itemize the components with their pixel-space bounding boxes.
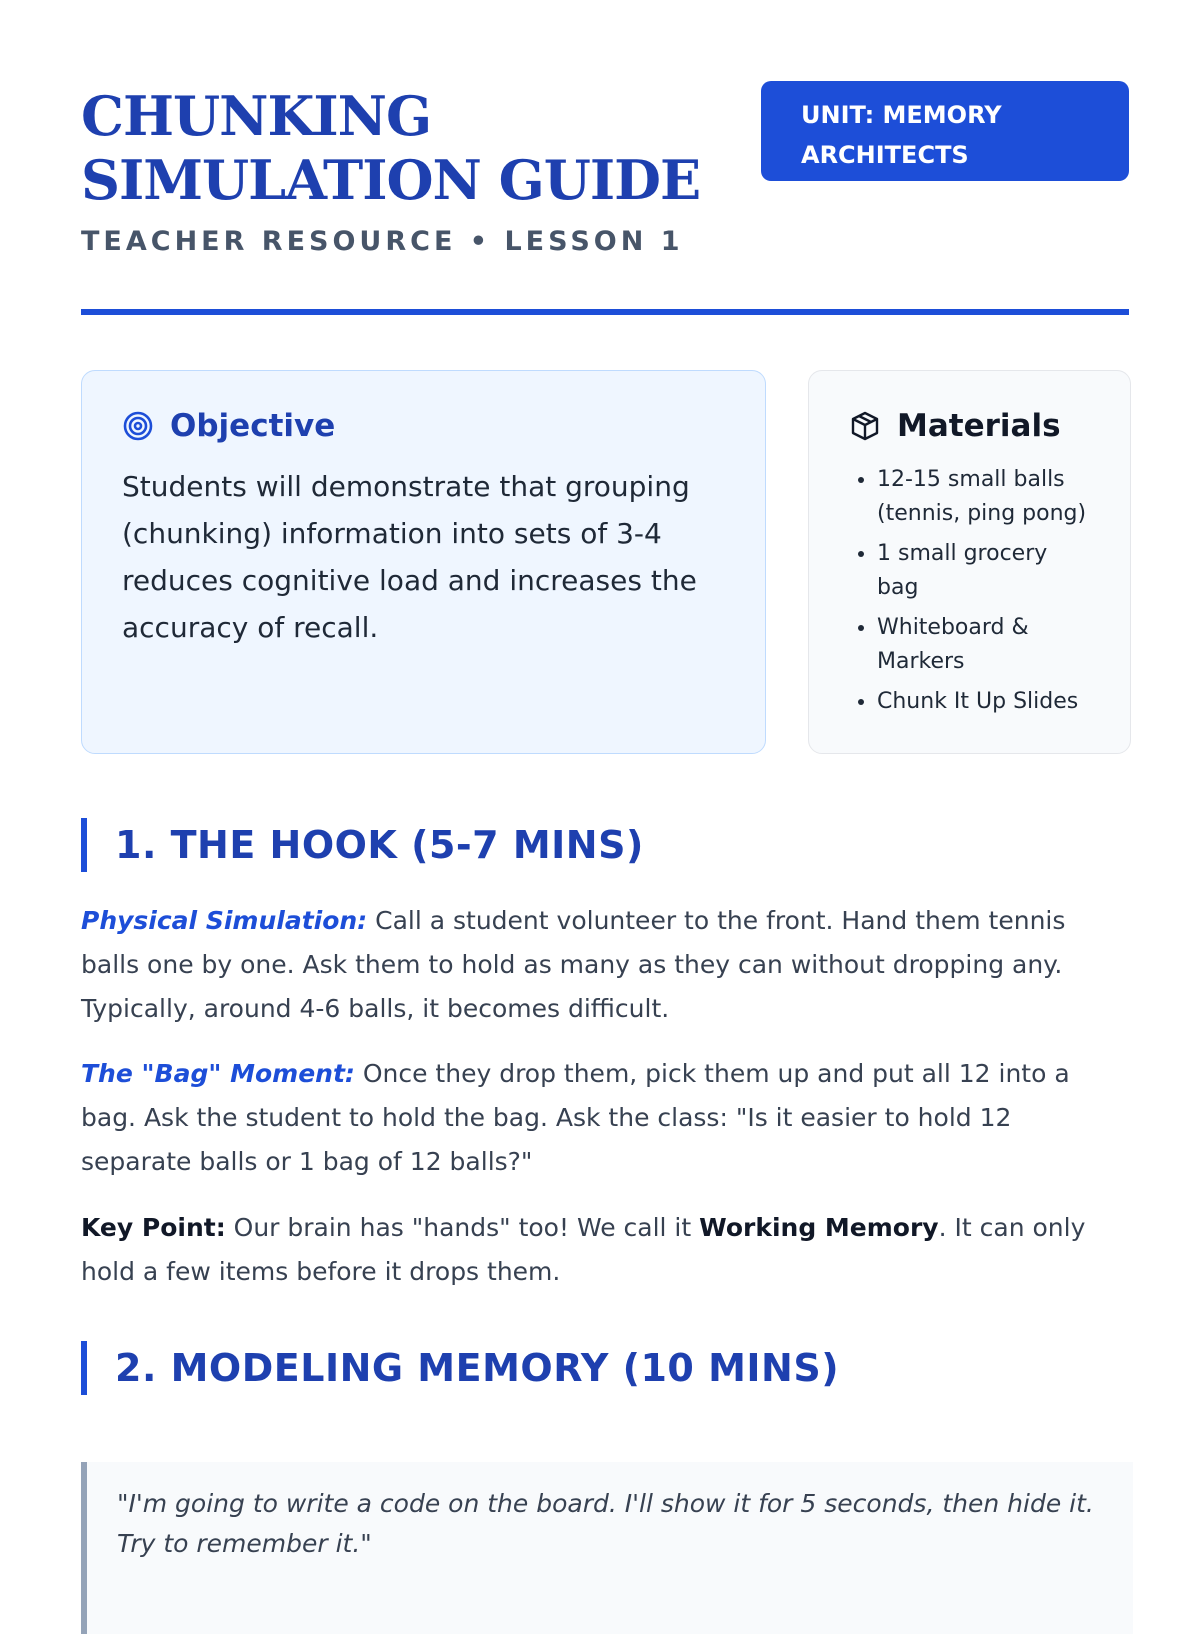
materials-list <box>849 463 1090 719</box>
page-title: CHUNKING SIMULATION GUIDE <box>81 84 701 212</box>
materials-item: • Chunk It Up Slides <box>877 685 1090 719</box>
header-divider <box>81 309 1129 315</box>
materials-item: • 12-15 small balls (tennis, ping pong) <box>877 463 1090 531</box>
section-heading-modeling: 2. MODELING MEMORY (10 MINS) <box>81 1341 839 1395</box>
unit-badge: UNIT: MEMORY ARCHITECTS <box>761 81 1129 181</box>
paragraph-text: Once they drop them, pick them up and put all 12 into a bag. Ask the student to hold the bag. Ask the class: "Is it easier to hold 12 separate balls or 1 bag of 12 balls?" <box>81 1059 1070 1176</box>
materials-item: • Whiteboard & Markers <box>877 611 1090 679</box>
hook-paragraph-bag <box>81 1052 1129 1184</box>
paragraph-lead: Physical Simulation: <box>81 906 368 935</box>
box-icon <box>849 410 881 442</box>
paragraph-text: . It can only hold a few items before it drops them. <box>81 1213 1086 1286</box>
page-subtitle: TEACHER RESOURCE • LESSON 1 <box>81 226 684 257</box>
paragraph-lead: The "Bag" Moment: <box>81 1059 355 1088</box>
paragraph-text: Our brain has "hands" too! We call it <box>225 1213 700 1242</box>
objective-card <box>81 370 766 754</box>
paragraph-text: Call a student volunteer to the front. Hand them tennis balls one by one. Ask them to hold as many as they can without dropping any. Typically, around 4-6 balls, it becomes difficult. <box>81 906 1066 1023</box>
objective-text: Students will demonstrate that grouping (chunking) information into sets of 3-4 reduces cognitive load and increases the accuracy of recall. <box>122 470 697 644</box>
hook-paragraph-simulation <box>81 899 1129 1031</box>
materials-heading: Materials <box>897 408 1061 444</box>
materials-item: • 1 small grocery bag <box>877 537 1090 605</box>
paragraph-lead: Key Point: <box>81 1213 226 1242</box>
section-heading-hook: 1. THE HOOK (5-7 MINS) <box>81 818 644 872</box>
target-icon <box>122 410 154 442</box>
objective-heading: Objective <box>170 408 336 444</box>
emphasis-term: Working Memory <box>699 1213 939 1242</box>
teacher-script-quote: "I'm going to write a code on the board. I'll show it for 5 seconds, then hide it. Try to remember it." <box>81 1462 1133 1634</box>
objective-header <box>122 399 725 453</box>
materials-card <box>808 370 1131 754</box>
hook-paragraph-key-point <box>81 1206 1129 1294</box>
materials-header <box>849 399 1090 453</box>
